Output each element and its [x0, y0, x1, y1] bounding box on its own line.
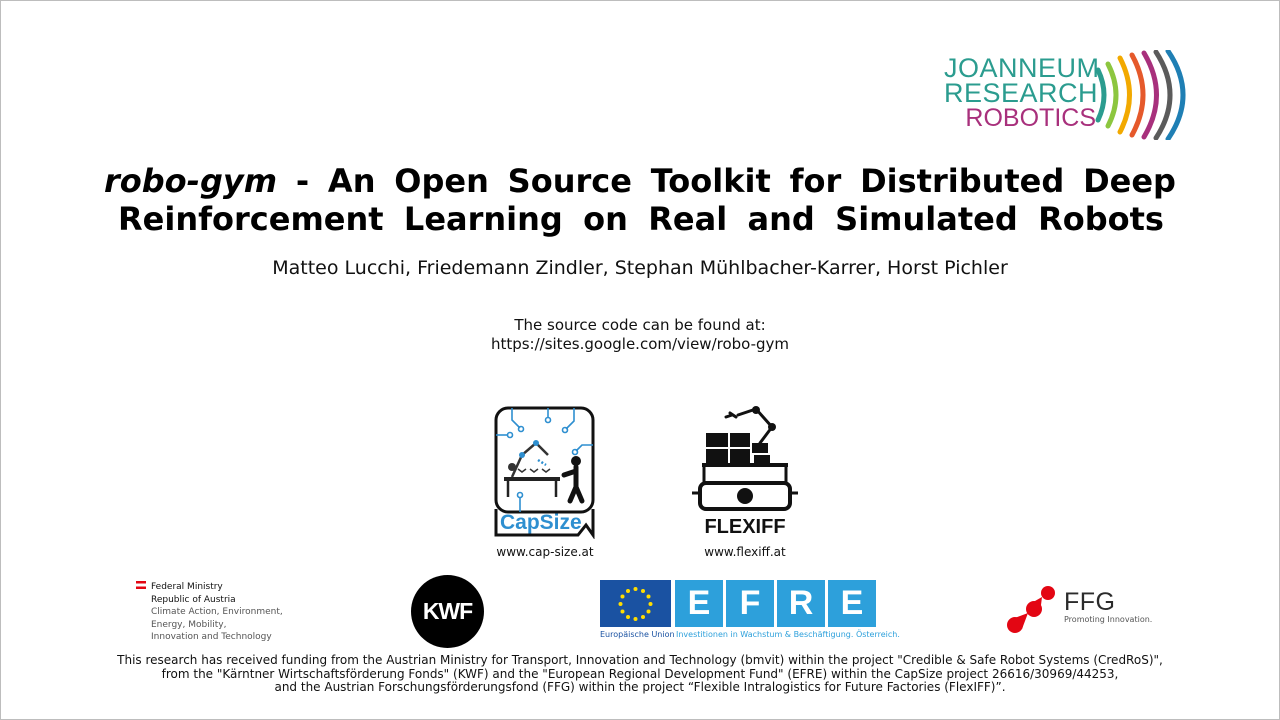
efre-letter-tile: R [777, 580, 825, 627]
title-name: robo-gym [104, 162, 278, 200]
capsize-wordmark: CapSize [500, 511, 582, 534]
title-word: Open [394, 162, 489, 200]
kwf-logo: KWF [411, 575, 484, 648]
efre-letter-tile: F [726, 580, 774, 627]
author-list: Matteo Lucchi, Friedemann Zindler, Stephan Mühlbacher-Karrer, Horst Pichler [272, 257, 1008, 279]
title-line-1 [104, 162, 1176, 200]
ffg-tagline: Promoting Innovation. [1064, 615, 1153, 624]
eu-flag-icon [600, 580, 671, 627]
ministry-line: Republic of Austria [151, 594, 236, 605]
capsize-logo [490, 405, 600, 559]
efre-logo [600, 580, 900, 642]
funding-acknowledgement [0, 654, 1280, 695]
ministry-line: Innovation and Technology [151, 632, 272, 642]
footer-line: and the Austrian Forschungsförderungsfond (FFG) within the project “Flexible Intralogistics for Future Factories (FlexIFF)”. [274, 680, 1006, 694]
title-word: Reinforcement [118, 200, 384, 238]
austria-flag-icon [136, 581, 146, 589]
footer-line: from the "Kärntner Wirtschaftsförderung Fonds" (KWF) and the "European Regional Development Fund" (EFRE) within the CapSize project 26616/30969/44253, [161, 666, 1119, 681]
title-word: Learning [403, 200, 563, 238]
title-line-2 [104, 200, 1176, 238]
source-info [0, 316, 1280, 354]
ffg-logo [1006, 585, 1153, 637]
title-word: Source [507, 162, 632, 200]
footer-line: This research has received funding from the Austrian Ministry for Transport, Innovation and Technology (bmvit) within the project "Credible & Safe Robot Systems (CredRoS)", [117, 653, 1163, 667]
efre-caption-eu: Europäische Union [600, 630, 675, 639]
title-word: and [747, 200, 815, 238]
efre-caption-investment: Investitionen in Wachstum & Beschäftigung. Österreich. [676, 630, 900, 639]
ministry-line: Federal Ministry [151, 582, 223, 592]
title-word: Toolkit [650, 162, 771, 200]
logo-arcs-icon [1094, 50, 1202, 140]
title-word: Robots [1038, 200, 1164, 238]
federal-ministry-logo [136, 581, 283, 644]
source-label: The source code can be found at: [514, 316, 766, 334]
title-word: Real [648, 200, 728, 238]
logo-line-research: RESEARCH [944, 78, 1099, 108]
capsize-robot-icon [490, 405, 600, 539]
source-url-link[interactable]: https://sites.google.com/view/robo-gym [490, 335, 790, 353]
joanneum-research-robotics-logo [944, 50, 1204, 140]
title-word: An [327, 162, 376, 200]
ministry-line: Energy, Mobility, [151, 619, 227, 630]
ministry-line: Climate Action, Environment, [151, 607, 283, 617]
ffg-swirl-icon [1006, 585, 1062, 637]
title-word: Distributed [860, 162, 1065, 200]
efre-letter-tile: E [828, 580, 876, 627]
flexiff-url-link[interactable]: www.flexiff.at [704, 545, 786, 559]
title-word: - [295, 162, 310, 200]
title-word: for [789, 162, 842, 200]
flexiff-robot-icon [690, 405, 800, 539]
title-word: Simulated [835, 200, 1018, 238]
efre-letter-tile: E [675, 580, 723, 627]
ffg-wordmark: FFG [1064, 588, 1116, 616]
paper-title [104, 162, 1176, 238]
logo-line-robotics: ROBOTICS [965, 104, 1096, 132]
flexiff-logo [690, 405, 800, 559]
title-word: Deep [1083, 162, 1176, 200]
title-word: on [583, 200, 628, 238]
logo-line-joanneum: JOANNEUM [944, 53, 1100, 83]
flexiff-wordmark: FLEXIFF [704, 516, 786, 538]
capsize-url-link[interactable]: www.cap-size.at [496, 545, 594, 559]
